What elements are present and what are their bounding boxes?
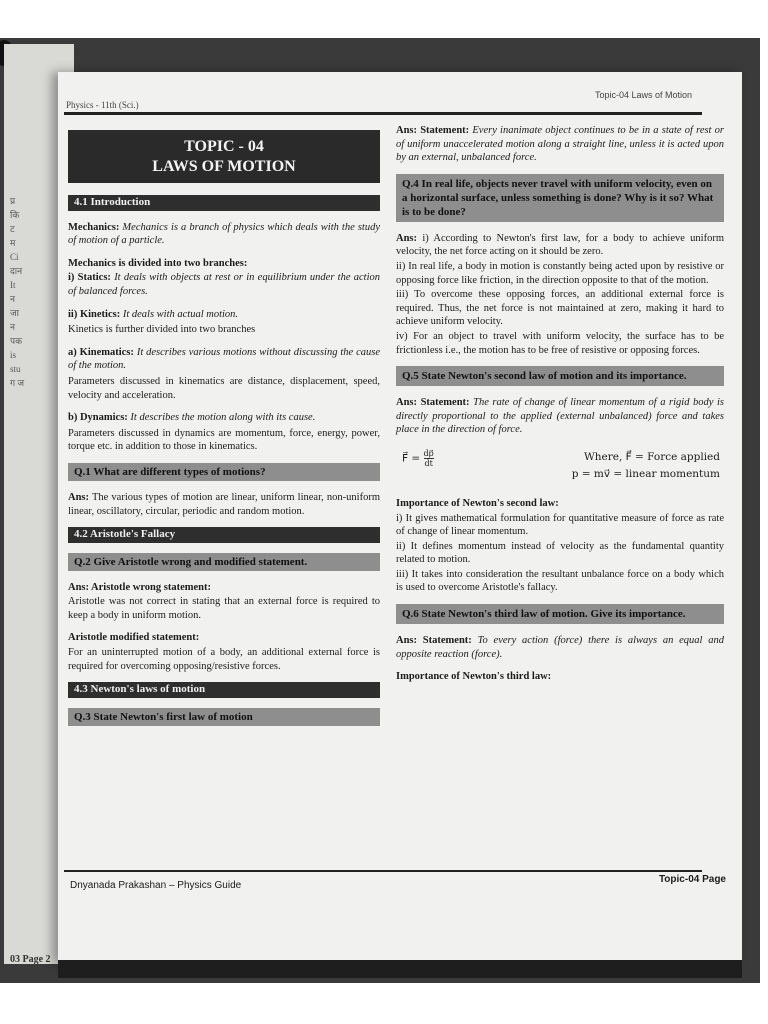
answer-1-text: The various types of motion are linear, uniform linear, non-uniform linear, oscillatory, circular, periodic and random motion. <box>68 491 380 517</box>
answer-4-label: Ans: <box>396 232 418 244</box>
header-rule <box>64 112 702 115</box>
answer-1-label: Ans: <box>68 491 90 503</box>
dynamics-text: It describes the motion along with its cause. <box>130 412 316 424</box>
section-heading-aristotle: 4.2 Aristotle's Fallacy <box>68 527 380 543</box>
dynamics-label: b) Dynamics: <box>68 412 128 424</box>
section-heading-newton: 4.3 Newton's laws of motion <box>68 682 380 698</box>
answer-5 <box>396 396 724 437</box>
formula-denominator: dt <box>424 458 433 468</box>
footer-publisher: Dnyanada Prakashan – Physics Guide <box>70 880 242 891</box>
formula-lhs: F⃗ = <box>402 452 421 465</box>
aristotle-modified-heading: Aristotle modified statement: <box>68 632 200 644</box>
formula-numerator: dp⃗ <box>423 448 434 458</box>
topic-name: LAWS OF MOTION <box>152 158 296 175</box>
answer-1 <box>68 491 380 518</box>
underlying-page-number: 03 Page 2 <box>10 954 51 965</box>
answer-4-point-4: iv) For an object to travel with uniform velocity, the surface has to be frictionless i.e., the motion has to be free of resistive or opposing forces. <box>396 330 724 356</box>
formula-expression <box>396 449 434 483</box>
answer-4-point-2: ii) In real life, a body in motion is constantly being acted upon by resistive or opposing force like friction, in the direction opposite to that of the motion. <box>396 260 724 286</box>
statics-text: It deals with objects at rest or in equilibrium under the action of balanced forces. <box>68 272 380 297</box>
answer-6-label: Ans: Statement: <box>396 635 472 647</box>
answer-4-point-1 <box>396 232 724 259</box>
importance-2-point-1: i) It gives mathematical formulation for quantitative measure of force as rate of change of linear momentum. <box>396 512 724 538</box>
branches-heading: Mechanics is divided into two branches: <box>68 257 248 269</box>
answer-5-label: Ans: Statement: <box>396 397 470 409</box>
question-5: Q.5 State Newton's second law of motion and its importance. <box>396 366 724 386</box>
statics-label: i) Statics: <box>68 272 111 284</box>
answer-3-text: Every inanimate object continues to be in a state of rest or of uniform unaccelerated motion along a straight line, unless it is acted upon by an external, unbalanced force. <box>396 125 724 164</box>
section-heading-introduction: 4.1 Introduction <box>68 195 380 211</box>
importance-second-law-heading: Importance of Newton's second law: <box>396 497 559 509</box>
kinetics-text: It deals with actual motion. <box>122 308 239 320</box>
document-page <box>58 72 742 964</box>
topic-number: TOPIC - 04 <box>184 138 264 155</box>
kinetics-item <box>68 308 380 322</box>
importance-2-point-3: iii) It takes into consideration the resultant unbalance force on a body which is used to overcome Aristotle's fallacy. <box>396 568 724 594</box>
kinematics-label: a) Kinematics: <box>68 346 134 358</box>
running-header-topic: Topic-04 Laws of Motion <box>594 90 692 100</box>
question-6: Q.6 State Newton's third law of motion. Give its importance. <box>396 604 724 624</box>
importance-third-law-heading: Importance of Newton's third law: <box>396 671 552 683</box>
dynamics-item <box>68 411 380 425</box>
newton-second-law-formula <box>396 449 724 483</box>
answer-2-text: Aristotle was not correct in stating that an external force is required to keep a body in uniform motion. <box>68 596 380 621</box>
footer-rule <box>64 870 702 872</box>
mechanics-text: Mechanics is a branch of physics which deals with the study of motion of a particle. <box>68 221 380 247</box>
answer-4-text-1: i) According to Newton's first law, for a body to achieve uniform velocity, the net force acting on it should be zero. <box>396 232 725 258</box>
kinematics-parameters: Parameters discussed in kinematics are distance, displacement, speed, velocity and acceleration. <box>68 375 380 401</box>
formula-where-force: Where, F⃗ = Force applied <box>583 450 720 463</box>
page-bottom-shadow <box>58 960 742 978</box>
answer-2-heading: Ans: Aristotle wrong statement: <box>68 581 211 593</box>
answer-4-point-3: iii) To overcome these opposing forces, an additional external force is required. Thus, the net force is not maintained at zero, making it hard to achieve uniform velocity. <box>396 289 724 328</box>
question-2: Q.2 Give Aristotle wrong and modified statement. <box>68 553 380 571</box>
question-1: Q.1 What are different types of motions? <box>68 463 380 481</box>
answer-3 <box>396 124 724 165</box>
underlying-page-text: प्र कि ट म Ci दान It न जा न पक is stu ग ज <box>10 196 24 388</box>
statics-item <box>68 271 380 298</box>
footer-page-label: Topic-04 Page <box>658 874 726 885</box>
running-header-subject: Physics - 11th (Sci.) <box>66 100 139 110</box>
importance-2-point-2: ii) It defines momentum instead of velocity as the fundamental quantity related to motion. <box>396 540 724 566</box>
mechanics-definition <box>68 221 380 248</box>
right-column <box>396 122 724 685</box>
answer-6 <box>396 634 724 661</box>
formula-legend <box>572 449 724 483</box>
kinematics-text: It describes various motions without discussing the cause of the motion. <box>68 346 381 372</box>
left-column <box>68 122 380 736</box>
answer-6-text: To every action (force) there is always an equal and opposite reaction (force). <box>396 635 725 660</box>
question-4: Q.4 In real life, objects never travel with uniform velocity, even on a horizontal surface, unless something is done? Why is it so? What is to be done? <box>396 174 724 222</box>
formula-where-momentum: p = mv⃗ = linear momentum <box>571 467 720 480</box>
question-3: Q.3 State Newton's first law of motion <box>68 708 380 726</box>
kinematics-item <box>68 346 380 373</box>
dynamics-parameters: Parameters discussed in dynamics are momentum, force, energy, power, torque etc. in addition to those in kinematics. <box>68 427 380 453</box>
answer-5-text: The rate of change of linear momentum of a rigid body is directly proportional to the applied (external unbalanced) force and takes place in the direction of force. <box>396 397 725 436</box>
formula-fraction <box>424 449 434 468</box>
kinetics-subtext: Kinetics is further divided into two branches <box>68 324 256 336</box>
topic-title-box <box>68 130 380 183</box>
answer-3-label: Ans: Statement: <box>396 125 470 136</box>
kinetics-label: ii) Kinetics: <box>68 308 121 320</box>
aristotle-modified-text: For an uninterrupted motion of a body, an additional external force is required for overcoming opposing/resistive forces. <box>68 647 380 672</box>
mechanics-label: Mechanics: <box>68 221 120 233</box>
